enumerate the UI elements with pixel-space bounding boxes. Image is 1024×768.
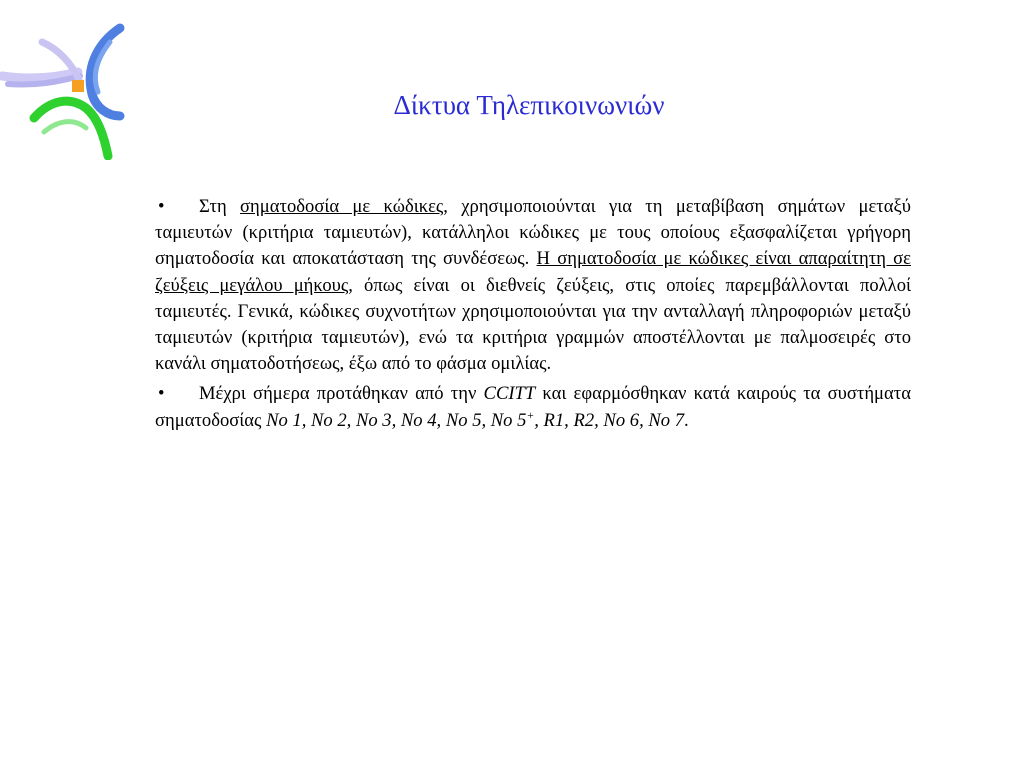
bullet-item [155, 381, 911, 433]
bullet-1-underlined-sentence: Η σηματοδοσία με κώδικες είναι απαραίτητη σε ζεύξεις μεγάλου μήκους [155, 248, 911, 296]
bullet-1-text-end: , όπως είναι οι διεθνείς ζεύξεις, στις οποίες παρεμβάλλονται πολλοί ταμιευτές. Γενικά, κώδικες συχνοτήτων χρησιμοποιούνται για την ανταλλαγή πληροφοριών μεταξύ ταμιευτών (κριτήρια ταμιευτών), ενώ τα κριτήρια γραμμών αποστέλλονται με παλμοσειρές στο κανάλι σηματοδοτήσεως, έξω από το φάσμα ομιλίας. [155, 274, 911, 375]
bullet-2-period: . [684, 409, 689, 431]
bullet-2-systems-list-end: , R1, R2, No 6, No 7 [534, 409, 685, 431]
bullet-list [155, 194, 911, 438]
slide-title: Δίκτυα Τηλεπικοινωνιών [393, 90, 665, 120]
bullet-2-superscript: + [526, 409, 535, 422]
bullet-1-text-middle: , χρησιμοποιούνται για τη μεταβίβαση σημάτων μεταξύ ταμιευτών (κριτήρια ταμιευτών), κατάλληλοι κώδικες με τους οποίους εξασφαλίζεται γρήγορη σηματοδοσία και αποκατάσταση της συνδέσεως. [155, 196, 911, 270]
bullet-2-text-start: Μέχρι σήμερα προτάθηκαν από την [199, 383, 484, 405]
bullet-item [155, 194, 911, 377]
bullet-2-ccitt: CCITT [483, 383, 536, 405]
bullet-1-underlined-term: σηματοδοσία με κώδικες [240, 196, 444, 217]
bullet-1-text-start: Στη [199, 196, 241, 217]
bullet-icon: • [158, 383, 165, 405]
bullet-icon: • [158, 196, 165, 217]
bullet-2-systems-list: No 1, No 2, No 3, No 4, No 5, No 5 [266, 409, 527, 431]
bullet-2-text-middle: και εφαρμόσθηκαν κατά καιρούς τα συστήματα σηματοδοσίας [155, 383, 911, 431]
